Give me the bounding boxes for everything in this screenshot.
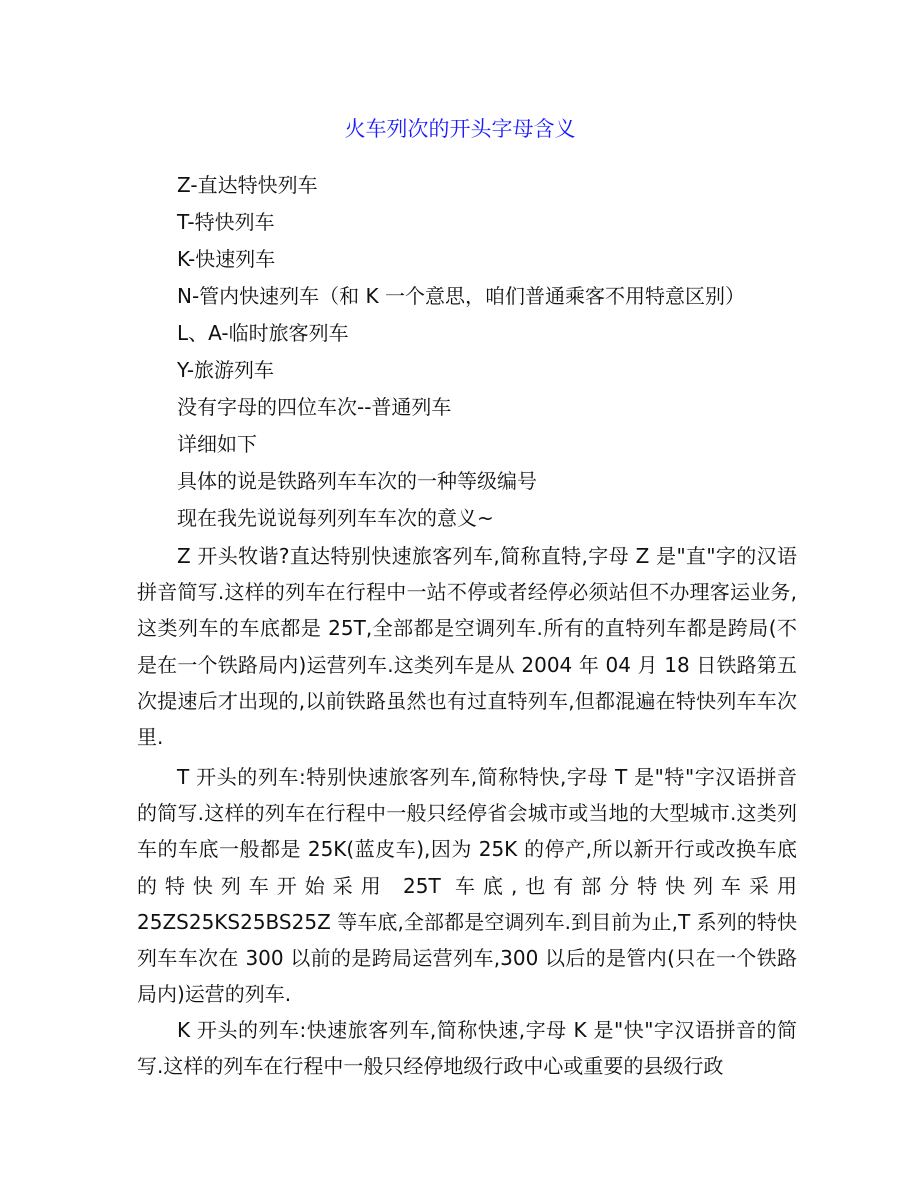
paragraph-t-trains: T 开头的列车:特别快速旅客列车,简称特快,字母 T 是"特"字汉语拼音的简写.这样的列车在行程中一般只经停省会城市或当地的大型城市.这类列车的车底一般都是 25K(蓝皮车),因为 25K 的停产,所以新开行或改换车底的特快列车开始采用 25T 车底,也有部分特快列车采用 25ZS25KS25BS25Z 等车底,全部都是空调列车.到目前为止,T 系列的特快列车车次在 300 以前的是跨局运营列车,300 以后的是管内(只在一个铁路局内)运营的列车. [137,765,797,1007]
list-item: 详细如下 [177,432,257,456]
document-title: 火车列次的开头字母含义 [344,117,576,141]
paragraph-z-trains: Z 开头牧谐?直达特别快速旅客列车,简称直特,字母 Z 是"直"字的汉语拼音简写.这样的列车在行程中一站不停或者经停必须站但不办理客运业务,这类列车的车底都是 25T,全部都是空调列车.所有的直特列车都是跨局(不是在一个铁路局内)运营列车.这类列车是从 2004 年 04 月 18 日铁路第五次提速后才出现的,以前铁路虽然也有过直特列车,但都混遍在特快列车车次里. [137,544,797,750]
list-item: L、A-临时旅客列车 [177,321,349,345]
list-item: T-特快列车 [177,210,275,234]
list-item: N-管内快速列车（和 K 一个意思，咱们普通乘客不用特意区别） [177,284,746,308]
paragraph-k-trains: K 开头的列车:快速旅客列车,简称快速,字母 K 是"快"字汉语拼音的简写.这样的列车在行程中一般只经停地级行政中心或重要的县级行政 [137,1018,797,1079]
list-item: Z-直达特快列车 [177,173,318,197]
list-item: 具体的说是铁路列车车次的一种等级编号 [177,469,537,493]
list-item: K-快速列车 [177,247,276,271]
list-item: Y-旅游列车 [177,358,275,382]
list-item: 没有字母的四位车次--普通列车 [177,395,452,419]
train-prefix-list [177,170,745,540]
list-item: 现在我先说说每列列车车次的意义~ [177,506,494,530]
